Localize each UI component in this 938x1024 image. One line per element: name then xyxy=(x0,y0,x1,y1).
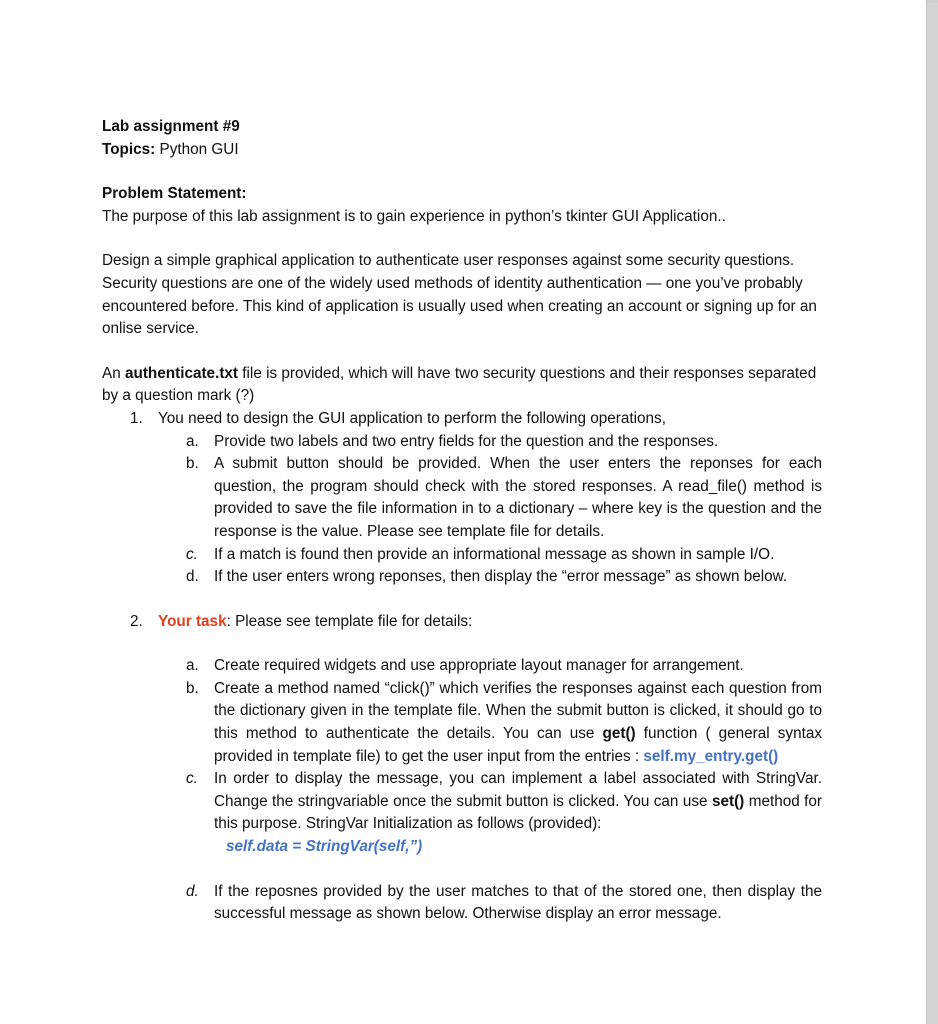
sub-letter: a. xyxy=(186,432,199,450)
sub-item xyxy=(102,453,822,543)
sub-item xyxy=(102,544,822,567)
sub-letter: b. xyxy=(186,679,199,697)
sub-text: If a match is found then provide an informational message as shown in sample I/O. xyxy=(214,545,775,563)
sub-list-1 xyxy=(102,431,822,589)
sub-letter: c. xyxy=(186,770,198,788)
sub-text: Create required widgets and use appropriate layout manager for arrangement. xyxy=(214,657,744,675)
sub-item xyxy=(102,566,822,589)
sub-letter: b. xyxy=(186,455,199,473)
file-intro-prefix: An xyxy=(102,364,125,382)
item-number: 1. xyxy=(130,409,143,427)
entry-get-code: self.my_entry.get() xyxy=(643,747,779,765)
topics-line xyxy=(102,139,822,162)
sub-list-3 xyxy=(102,881,822,926)
document-body xyxy=(102,116,822,926)
sub-text: Provide two labels and two entry fields for the question and the responses. xyxy=(214,432,719,450)
sub-item xyxy=(102,678,822,768)
main-list-2 xyxy=(102,611,822,634)
list-item-1 xyxy=(102,408,822,431)
stringvar-code: self.data = StringVar(self,”) xyxy=(226,838,423,856)
sub-text: In order to display the message, you can implement a label associated with StringVar. Change the stringvariable once the submit button is clicked. You can use xyxy=(214,770,822,810)
sub-item xyxy=(102,768,822,858)
file-intro xyxy=(102,363,822,408)
sub-text: If the user enters wrong reponses, then display the “error message” as shown below. xyxy=(214,568,788,586)
your-task-label: Your task xyxy=(158,612,227,630)
file-intro-suffix: file is provided, which will have two security questions and their responses separated by a question mark (?) xyxy=(102,364,817,405)
sub-text: method for this purpose. StringVar Initialization as follows (provided): xyxy=(214,792,823,833)
sub-item xyxy=(102,881,822,926)
sub-letter: d. xyxy=(186,882,199,900)
list-item-2 xyxy=(102,611,822,634)
sub-list-2 xyxy=(102,655,822,858)
sub-item xyxy=(102,655,822,678)
main-list xyxy=(102,408,822,431)
topics-value: Python GUI xyxy=(155,140,239,158)
sub-text: Create a method named “click()” which verifies the responses against each question from the dictionary given in the template file. When the submit button is clicked, it should go to this method to authenticate the details. You can use xyxy=(214,679,822,743)
sub-item xyxy=(102,431,822,454)
sub-text: A submit button should be provided. When the user enters the reponses for each question, the program should check with the stored responses. A read_file() method is provided to save the file information in to a dictionary – where key is the question and the response is the value. Please see template file for details. xyxy=(214,455,822,540)
get-method: get() xyxy=(602,725,636,743)
sub-letter: d. xyxy=(186,568,199,586)
problem-heading: Problem Statement: xyxy=(102,185,247,203)
set-method: set() xyxy=(711,792,745,810)
item-text: : Please see template file for details: xyxy=(226,612,473,630)
sub-letter: a. xyxy=(186,657,199,675)
item-text: You need to design the GUI application to perform the following operations, xyxy=(158,409,666,427)
topics-label: Topics: xyxy=(102,140,156,158)
sub-text: If the reposnes provided by the user matches to that of the stored one, then display the successful message as shown below. Otherwise display an error message. xyxy=(214,882,822,923)
filename: authenticate.txt xyxy=(124,364,239,382)
lab-title: Lab assignment #9 xyxy=(102,118,240,135)
item-number: 2. xyxy=(130,612,143,630)
sub-letter: c. xyxy=(186,545,198,563)
design-paragraph: Design a simple graphical application to authenticate user responses against some security questions. Security questions are one of the widely used methods of identity authentication — one you’ve probably encountered before. This kind of application is usually used when creating an account or signing up for an onlise service. xyxy=(102,252,817,338)
purpose-text: The purpose of this lab assignment is to gain experience in python’s tkinter GUI Application.. xyxy=(102,207,726,225)
sub-text: function ( general syntax provided in template file) to get the user input from the entries : xyxy=(214,725,822,765)
